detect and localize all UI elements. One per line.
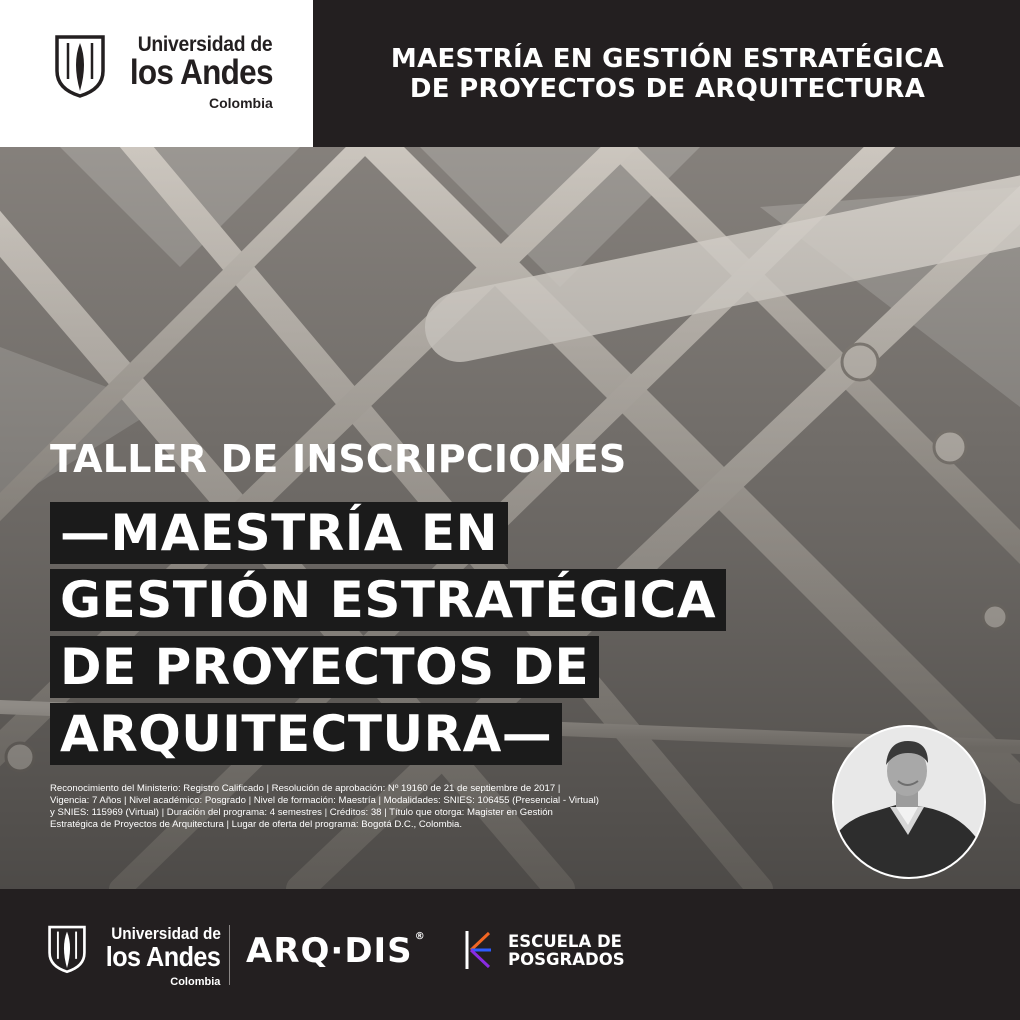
- legal-line: y SNIES: 115969 (Virtual) | Duración del programa: 4 semestres | Créditos: 38 | Título que otorga: Magister en Gestión: [50, 807, 553, 818]
- program-title-line: DE PROYECTOS DE: [50, 636, 599, 698]
- footer-uniandes-logo: [47, 924, 220, 990]
- posgrados-logo: [508, 933, 625, 969]
- program-title: [50, 502, 726, 770]
- speaker-portrait: [832, 725, 986, 879]
- hero-photo: [0, 147, 1020, 889]
- logo-line3: Colombia: [208, 95, 273, 111]
- program-title-line: GESTIÓN ESTRATÉGICA: [50, 569, 726, 631]
- legal-line: Vigencia: 7 Años | Nivel académico: Posgrado | Nivel de formación: Maestría | Modalidades: SNIES: 106455 (Presencial - Virtual): [50, 795, 599, 806]
- footer: [0, 889, 1020, 1020]
- footer-logo-line1: Universidad de: [110, 924, 221, 943]
- arqdis-registered-mark: ®: [414, 931, 426, 942]
- uniandes-crest-icon: [54, 33, 106, 99]
- legal-line: Reconocimiento del Ministerio: Registro Calificado | Resolución de aprobación: Nº 19160 de 21 de septiembre de 2017 |: [50, 783, 561, 794]
- posgrados-line1: ESCUELA DE: [508, 932, 622, 951]
- legal-line: Estratégica de Proyectos de Arquitectura | Lugar de oferta del programa: Bogotá D.C., Colombia.: [50, 819, 463, 830]
- legal-text: [50, 783, 770, 831]
- logo-line1: Universidad de: [138, 33, 273, 56]
- footer-logo-line2: los Andes: [105, 941, 221, 972]
- header-title: [340, 44, 995, 104]
- program-title-line: ARQUITECTURA—: [50, 703, 562, 765]
- logo-line2: los Andes: [129, 53, 273, 92]
- footer-divider: [229, 925, 230, 985]
- workshop-subtitle: TALLER DE INSCRIPCIONES: [50, 437, 627, 481]
- program-title-line: —MAESTRÍA EN: [50, 502, 508, 564]
- posgrados-arrow-icon: [463, 929, 493, 971]
- header: [0, 0, 1020, 147]
- uniandes-crest-icon: [47, 924, 87, 974]
- arqdis-wordmark: ARQ·DIS: [246, 931, 413, 971]
- header-title-line1: MAESTRÍA EN GESTIÓN ESTRATÉGICA: [390, 44, 945, 74]
- uniandes-logo-box: [0, 0, 313, 147]
- footer-logo-line3: Colombia: [170, 976, 221, 988]
- arqdis-logo: [246, 931, 426, 971]
- uniandes-logo: [54, 33, 273, 112]
- header-title-line2: DE PROYECTOS DE ARQUITECTURA: [409, 74, 926, 104]
- posgrados-line2: POSGRADOS: [508, 950, 625, 969]
